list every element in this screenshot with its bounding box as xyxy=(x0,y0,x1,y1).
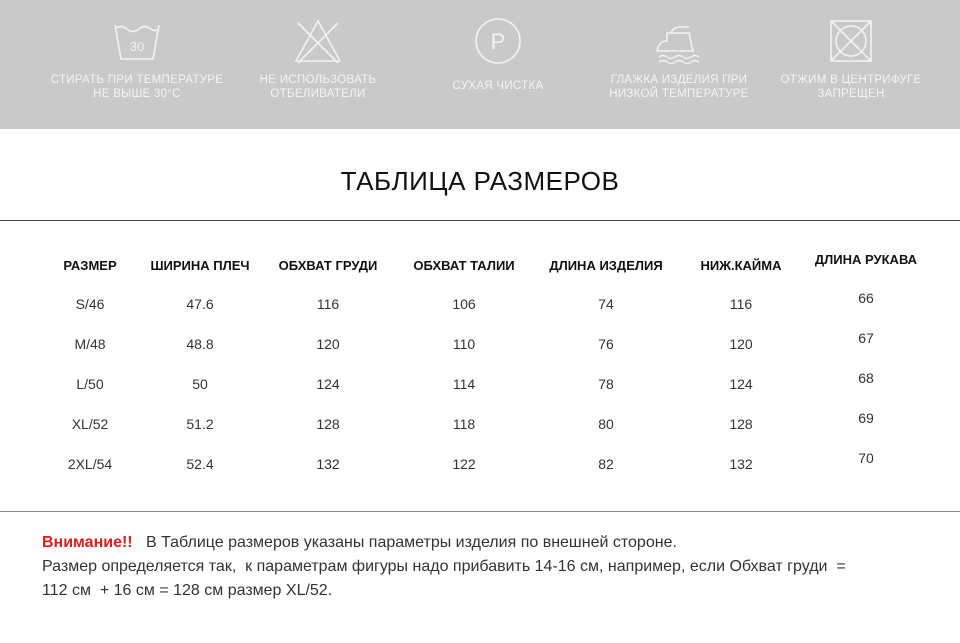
table-cell: S/46 xyxy=(75,296,105,312)
notice-line-2: Размер определяется так, к параметрам фигуры надо прибавить 14-16 см, например, если Обхват груди = xyxy=(42,558,846,575)
care-item-dry-clean xyxy=(408,0,588,129)
table-header-length: ДЛИНА ИЗДЕЛИЯ xyxy=(549,258,663,273)
table-header-sleeve: ДЛИНА РУКАВА xyxy=(814,252,918,267)
table-cell: 82 xyxy=(598,456,614,472)
table-cell: L/50 xyxy=(76,376,104,392)
table-cell: 70 xyxy=(858,450,874,466)
care-label-dry-clean: СУХАЯ ЧИСТКА xyxy=(452,80,544,92)
care-label-wash: СТИРАТЬ ПРИ ТЕМПЕРАТУРЕ НЕ ВЫШЕ 30°C xyxy=(50,74,224,100)
table-cell: 66 xyxy=(858,290,874,306)
wash-30-icon xyxy=(111,15,163,67)
table-header-chest: ОБХВАТ ГРУДИ xyxy=(278,258,378,273)
warning-label: Внимание!! xyxy=(42,534,133,551)
table-cell: 76 xyxy=(598,336,614,352)
table-cell: 67 xyxy=(858,330,874,346)
table-cell: XL/52 xyxy=(71,416,109,432)
table-cell: 124 xyxy=(729,376,753,392)
table-cell: 128 xyxy=(729,416,753,432)
care-item-tumble xyxy=(761,0,941,129)
table-cell: 52.4 xyxy=(186,456,214,472)
page-title: ТАБЛИЦА РАЗМЕРОВ xyxy=(340,166,620,196)
divider-bottom xyxy=(0,511,960,512)
table-cell: 74 xyxy=(598,296,614,312)
care-label-iron: ГЛАЖКА ИЗДЕЛИЯ ПРИ НИЗКОЙ ТЕМПЕРАТУРЕ xyxy=(609,74,749,100)
table-cell: 68 xyxy=(858,370,874,386)
table-cell: 110 xyxy=(452,336,476,352)
table-cell: 118 xyxy=(452,416,476,432)
dry-clean-badge: P xyxy=(490,29,506,54)
care-instructions-band xyxy=(0,0,960,129)
no-bleach-icon xyxy=(292,15,344,67)
table-cell: 120 xyxy=(316,336,340,352)
table-cell: 116 xyxy=(316,296,340,312)
table-cell: 69 xyxy=(858,410,874,426)
table-cell: 50 xyxy=(192,376,208,392)
table-cell: 114 xyxy=(452,376,476,392)
table-cell: 106 xyxy=(452,296,476,312)
table-header-hem: НИЖ.КАЙМА xyxy=(700,258,782,273)
care-item-wash xyxy=(47,0,227,129)
notice-line-3: 112 см + 16 см = 128 см размер XL/52. xyxy=(42,582,333,599)
table-cell: 132 xyxy=(316,456,340,472)
dry-clean-p-icon xyxy=(472,15,524,67)
care-item-iron xyxy=(589,0,769,129)
care-item-bleach xyxy=(228,0,408,129)
table-cell: 132 xyxy=(729,456,753,472)
table-header-waist: ОБХВАТ ТАЛИИ xyxy=(413,258,515,273)
divider-top xyxy=(0,220,960,221)
notice-text-1: В Таблице размеров указаны параметры изделия по внешней стороне. xyxy=(145,534,677,551)
table-cell: 116 xyxy=(729,296,753,312)
table-cell: M/48 xyxy=(74,336,106,352)
notice-line-1 xyxy=(42,531,952,555)
table-cell: 120 xyxy=(729,336,753,352)
table-header-shoulder: ШИРИНА ПЛЕЧ xyxy=(150,258,250,273)
wash-temperature-badge: 30 xyxy=(129,39,145,54)
iron-low-icon xyxy=(653,15,705,67)
table-cell: 124 xyxy=(316,376,340,392)
care-label-tumble: ОТЖИМ В ЦЕНТРИФУГЕ ЗАПРЕЩЕН xyxy=(780,74,922,100)
table-cell: 2XL/54 xyxy=(67,456,113,472)
table-cell: 78 xyxy=(598,376,614,392)
table-cell: 51.2 xyxy=(186,416,214,432)
table-cell: 80 xyxy=(598,416,614,432)
care-label-bleach: НЕ ИСПОЛЬЗОВАТЬ ОТБЕЛИВАТЕЛИ xyxy=(259,74,377,100)
size-notice xyxy=(42,531,952,603)
table-header-size: РАЗМЕР xyxy=(63,258,117,273)
table-cell: 122 xyxy=(452,456,476,472)
table-cell: 47.6 xyxy=(186,296,214,312)
table-cell: 48.8 xyxy=(186,336,214,352)
no-tumble-dry-icon xyxy=(825,15,877,67)
table-cell: 128 xyxy=(316,416,340,432)
